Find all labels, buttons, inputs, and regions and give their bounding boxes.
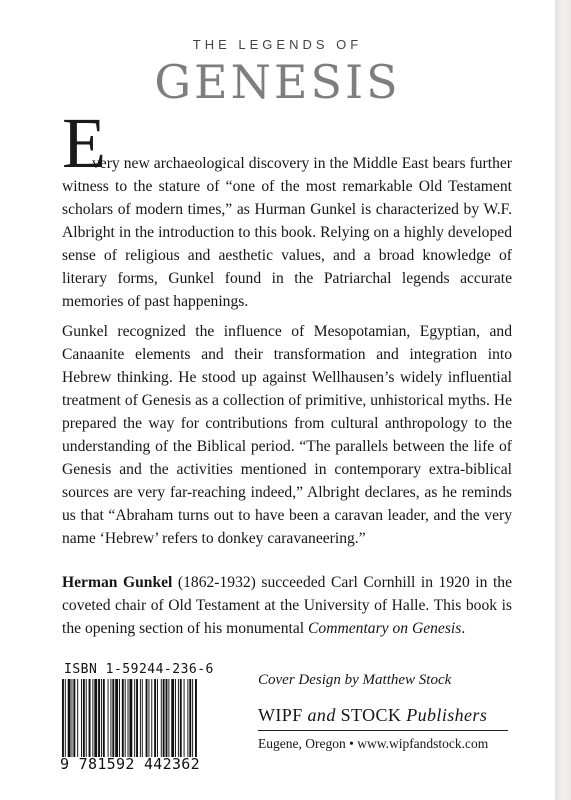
isbn-label: ISBN 1-59244-236-6 <box>64 662 214 677</box>
publisher-publishers: Publishers <box>406 705 488 725</box>
publisher-location: Eugene, Oregon • www.wipfandstock.com <box>258 736 489 751</box>
blurb-paragraph-2-text: Gunkel recognized the influence of Mesopotamian, Egyptian, and Canaanite elements and their transformation and integration into Hebrew thinking. He stood up against Wellhausen’s widely influential treatment of Genesis as a collection of primitive, unhistorical myths. He prepared the way for contributions from cultural anthropology to the understanding of the Biblical period. “The parallels between the life of Genesis and the activities mentioned in contemporary extra-biblical sources are very far-reaching indeed,” Albright declares, as he reminds us that “Abraham turns out to have been a caravan leader, and the very name ‘Hebrew’ refers to donkey caravaneering.” <box>62 323 512 547</box>
blurb-paragraph-1 <box>62 152 512 313</box>
publisher-rule <box>258 730 508 731</box>
publisher-credits <box>258 672 510 752</box>
publisher-name <box>258 705 510 726</box>
page-edge <box>555 0 571 800</box>
author-bio-end: . <box>461 620 466 637</box>
series-title: THE LEGENDS OF <box>192 37 363 52</box>
drop-cap: E <box>62 103 106 183</box>
book-title: GENESIS <box>154 55 401 109</box>
ean-number: 9 781592 442362 <box>60 755 200 773</box>
barcode-block <box>60 662 245 782</box>
cover-design-credit: Cover Design by Matthew Stock <box>258 672 452 688</box>
blurb-paragraph-1-text: very new archaeological discovery in the Middle East bears further witness to the stature of “one of the most remarkable Old Testament scholars of modern times,” as Hurman Gunkel is characterized by W.F. Albright in the introduction to this book. Relying on a highly developed sense of religious and aesthetic values, and a broad knowledge of literary forms, Gunkel found in the Patriarchal legends accurate memories of past happenings. <box>62 155 512 310</box>
publisher-and: and <box>307 705 336 725</box>
blurb-paragraph-2 <box>62 320 512 550</box>
publisher-wipf: WIPF <box>258 705 308 725</box>
barcode-icon <box>60 679 243 757</box>
author-name: Herman Gunkel <box>62 574 173 591</box>
author-bio-text: (1862-1932) succeeded Carl Cornhill in 1920 in the coveted chair of Old Testament at the University of Halle. This book is the opening section of his monumental <box>62 574 512 637</box>
author-bio-paragraph <box>62 571 512 640</box>
publisher-stock: STOCK <box>335 705 407 725</box>
work-title: Commentary on Genesis <box>308 620 462 637</box>
